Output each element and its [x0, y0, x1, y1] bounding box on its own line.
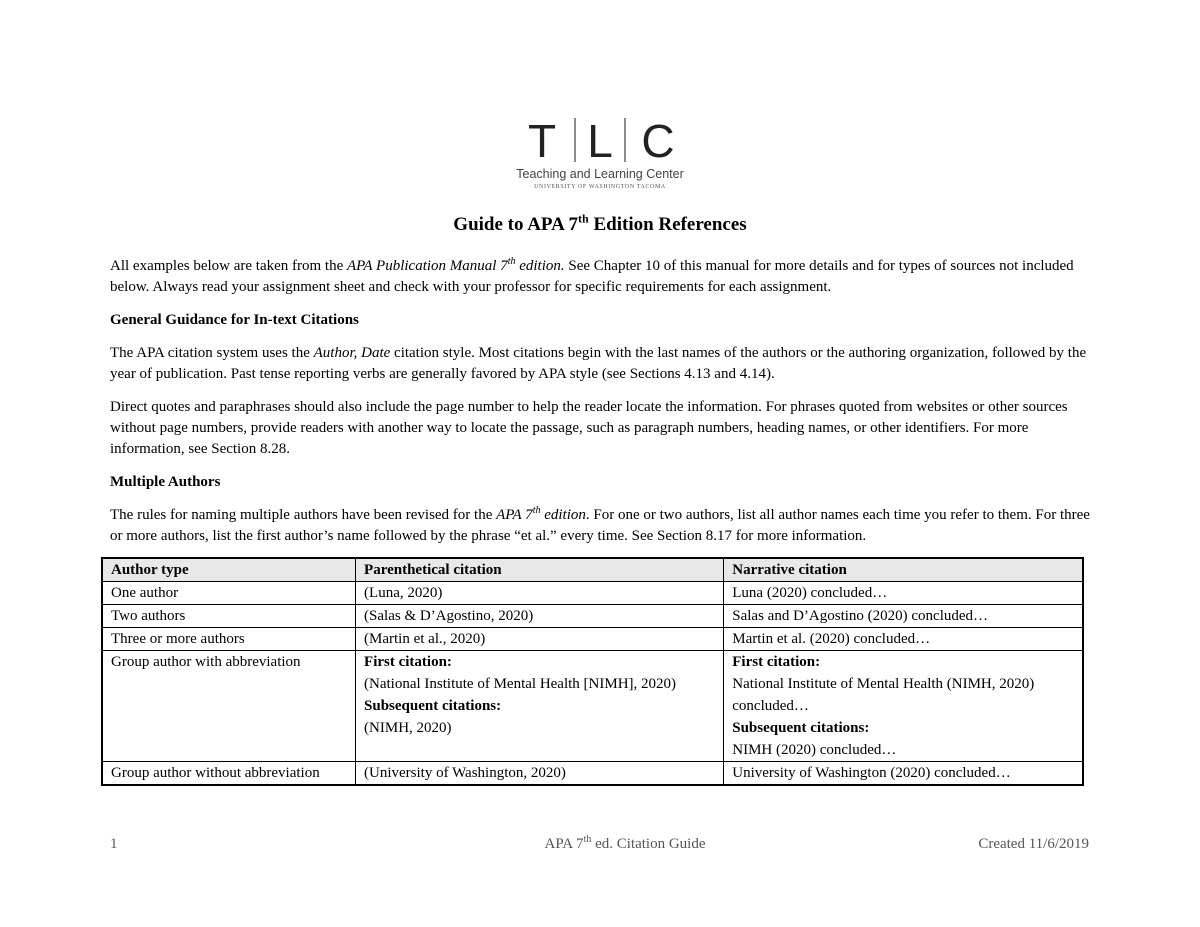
- footer-title: APA 7th ed. Citation Guide: [544, 834, 706, 852]
- tlc-logo-graphic: [500, 112, 700, 194]
- logo-letter-l: L: [587, 115, 613, 167]
- cell-author-type: Two authors: [102, 605, 356, 628]
- table-header-row: [102, 558, 1083, 582]
- first-citation-value: National Institute of Mental Health (NIMH, 2020) concluded…: [732, 676, 1035, 714]
- author-date-paragraph: The APA citation system uses the Author, Date citation style. Most citations begin with the last names of the authors or the authoring organization, followed by the year of publication. Past tense reporting verbs are generally favored by APA style (see Sections 4.13 and 4.14).: [110, 345, 1087, 382]
- subsequent-citation-value: (NIMH, 2020): [364, 720, 452, 736]
- subsequent-citation-label: Subsequent citations:: [364, 698, 502, 714]
- table-row-group-author: [102, 651, 1083, 762]
- cell-parenthetical: (University of Washington, 2020): [356, 762, 724, 786]
- cell-narrative: Martin et al. (2020) concluded…: [724, 628, 1083, 651]
- table-row: [102, 582, 1083, 605]
- section-heading-in-text: General Guidance for In-text Citations: [110, 312, 359, 328]
- header-parenthetical: Parenthetical citation: [356, 558, 724, 582]
- citation-table: [101, 557, 1084, 786]
- intro-paragraph: All examples below are taken from the APA Publication Manual 7th edition. See Chapter 10 of this manual for more details and for types of sources not included below. Always read your assignment sheet and check with your professor for specific requirements for each assignment.: [110, 256, 1074, 295]
- cell-parenthetical: (Salas & D’Agostino, 2020): [356, 605, 724, 628]
- cell-narrative: Luna (2020) concluded…: [724, 582, 1083, 605]
- cell-narrative: [724, 651, 1083, 762]
- first-citation-label: First citation:: [732, 654, 821, 670]
- table-row: [102, 628, 1083, 651]
- subsequent-citation-value: NIMH (2020) concluded…: [732, 742, 897, 758]
- first-citation-label: First citation:: [364, 654, 452, 670]
- cell-author-type: Three or more authors: [102, 628, 356, 651]
- cell-parenthetical: (Martin et al., 2020): [356, 628, 724, 651]
- main-content: [110, 256, 1095, 559]
- header-author-type: Author type: [102, 558, 356, 582]
- page-title: Guide to APA 7th Edition References: [453, 211, 747, 235]
- cell-parenthetical: (Luna, 2020): [356, 582, 724, 605]
- cell-narrative: Salas and D’Agostino (2020) concluded…: [724, 605, 1083, 628]
- tlc-logo: [500, 112, 700, 194]
- multiple-authors-paragraph: The rules for naming multiple authors have been revised for the APA 7th edition. For one or two authors, list all author names each time you refer to them. For three or more authors, list the first author’s name followed by the phrase “et al.” every time. See Section 8.17 for more information.: [110, 505, 1090, 544]
- section-heading-multiple-authors: Multiple Authors: [110, 474, 221, 490]
- cell-parenthetical: [356, 651, 724, 762]
- footer-created-date: Created 11/6/2019: [978, 836, 1089, 852]
- header-narrative: Narrative citation: [724, 558, 1083, 582]
- cell-author-type: One author: [102, 582, 356, 605]
- logo-subtitle: UNIVERSITY OF WASHINGTON TACOMA: [534, 184, 666, 190]
- direct-quotes-paragraph: Direct quotes and paraphrases should also include the page number to help the reader locate the information. For phrases quoted from websites or other sources without page numbers, provide readers with another way to locate the passage, such as paragraph numbers, heading names, or other identifiers. For more information, see Section 8.28.: [110, 399, 1068, 457]
- logo-name: Teaching and Learning Center: [516, 167, 684, 181]
- subsequent-citation-label: Subsequent citations:: [732, 720, 870, 736]
- table-row: [102, 762, 1083, 786]
- logo-letter-t: T: [527, 115, 557, 167]
- footer-page-number: 1: [110, 836, 118, 852]
- cell-author-type: Group author with abbreviation: [102, 651, 356, 762]
- table-row: [102, 605, 1083, 628]
- first-citation-value: (National Institute of Mental Health [NIMH], 2020): [364, 676, 677, 692]
- cell-author-type: Group author without abbreviation: [102, 762, 356, 786]
- cell-narrative: University of Washington (2020) concluded…: [724, 762, 1083, 786]
- logo-letter-c: C: [641, 115, 675, 167]
